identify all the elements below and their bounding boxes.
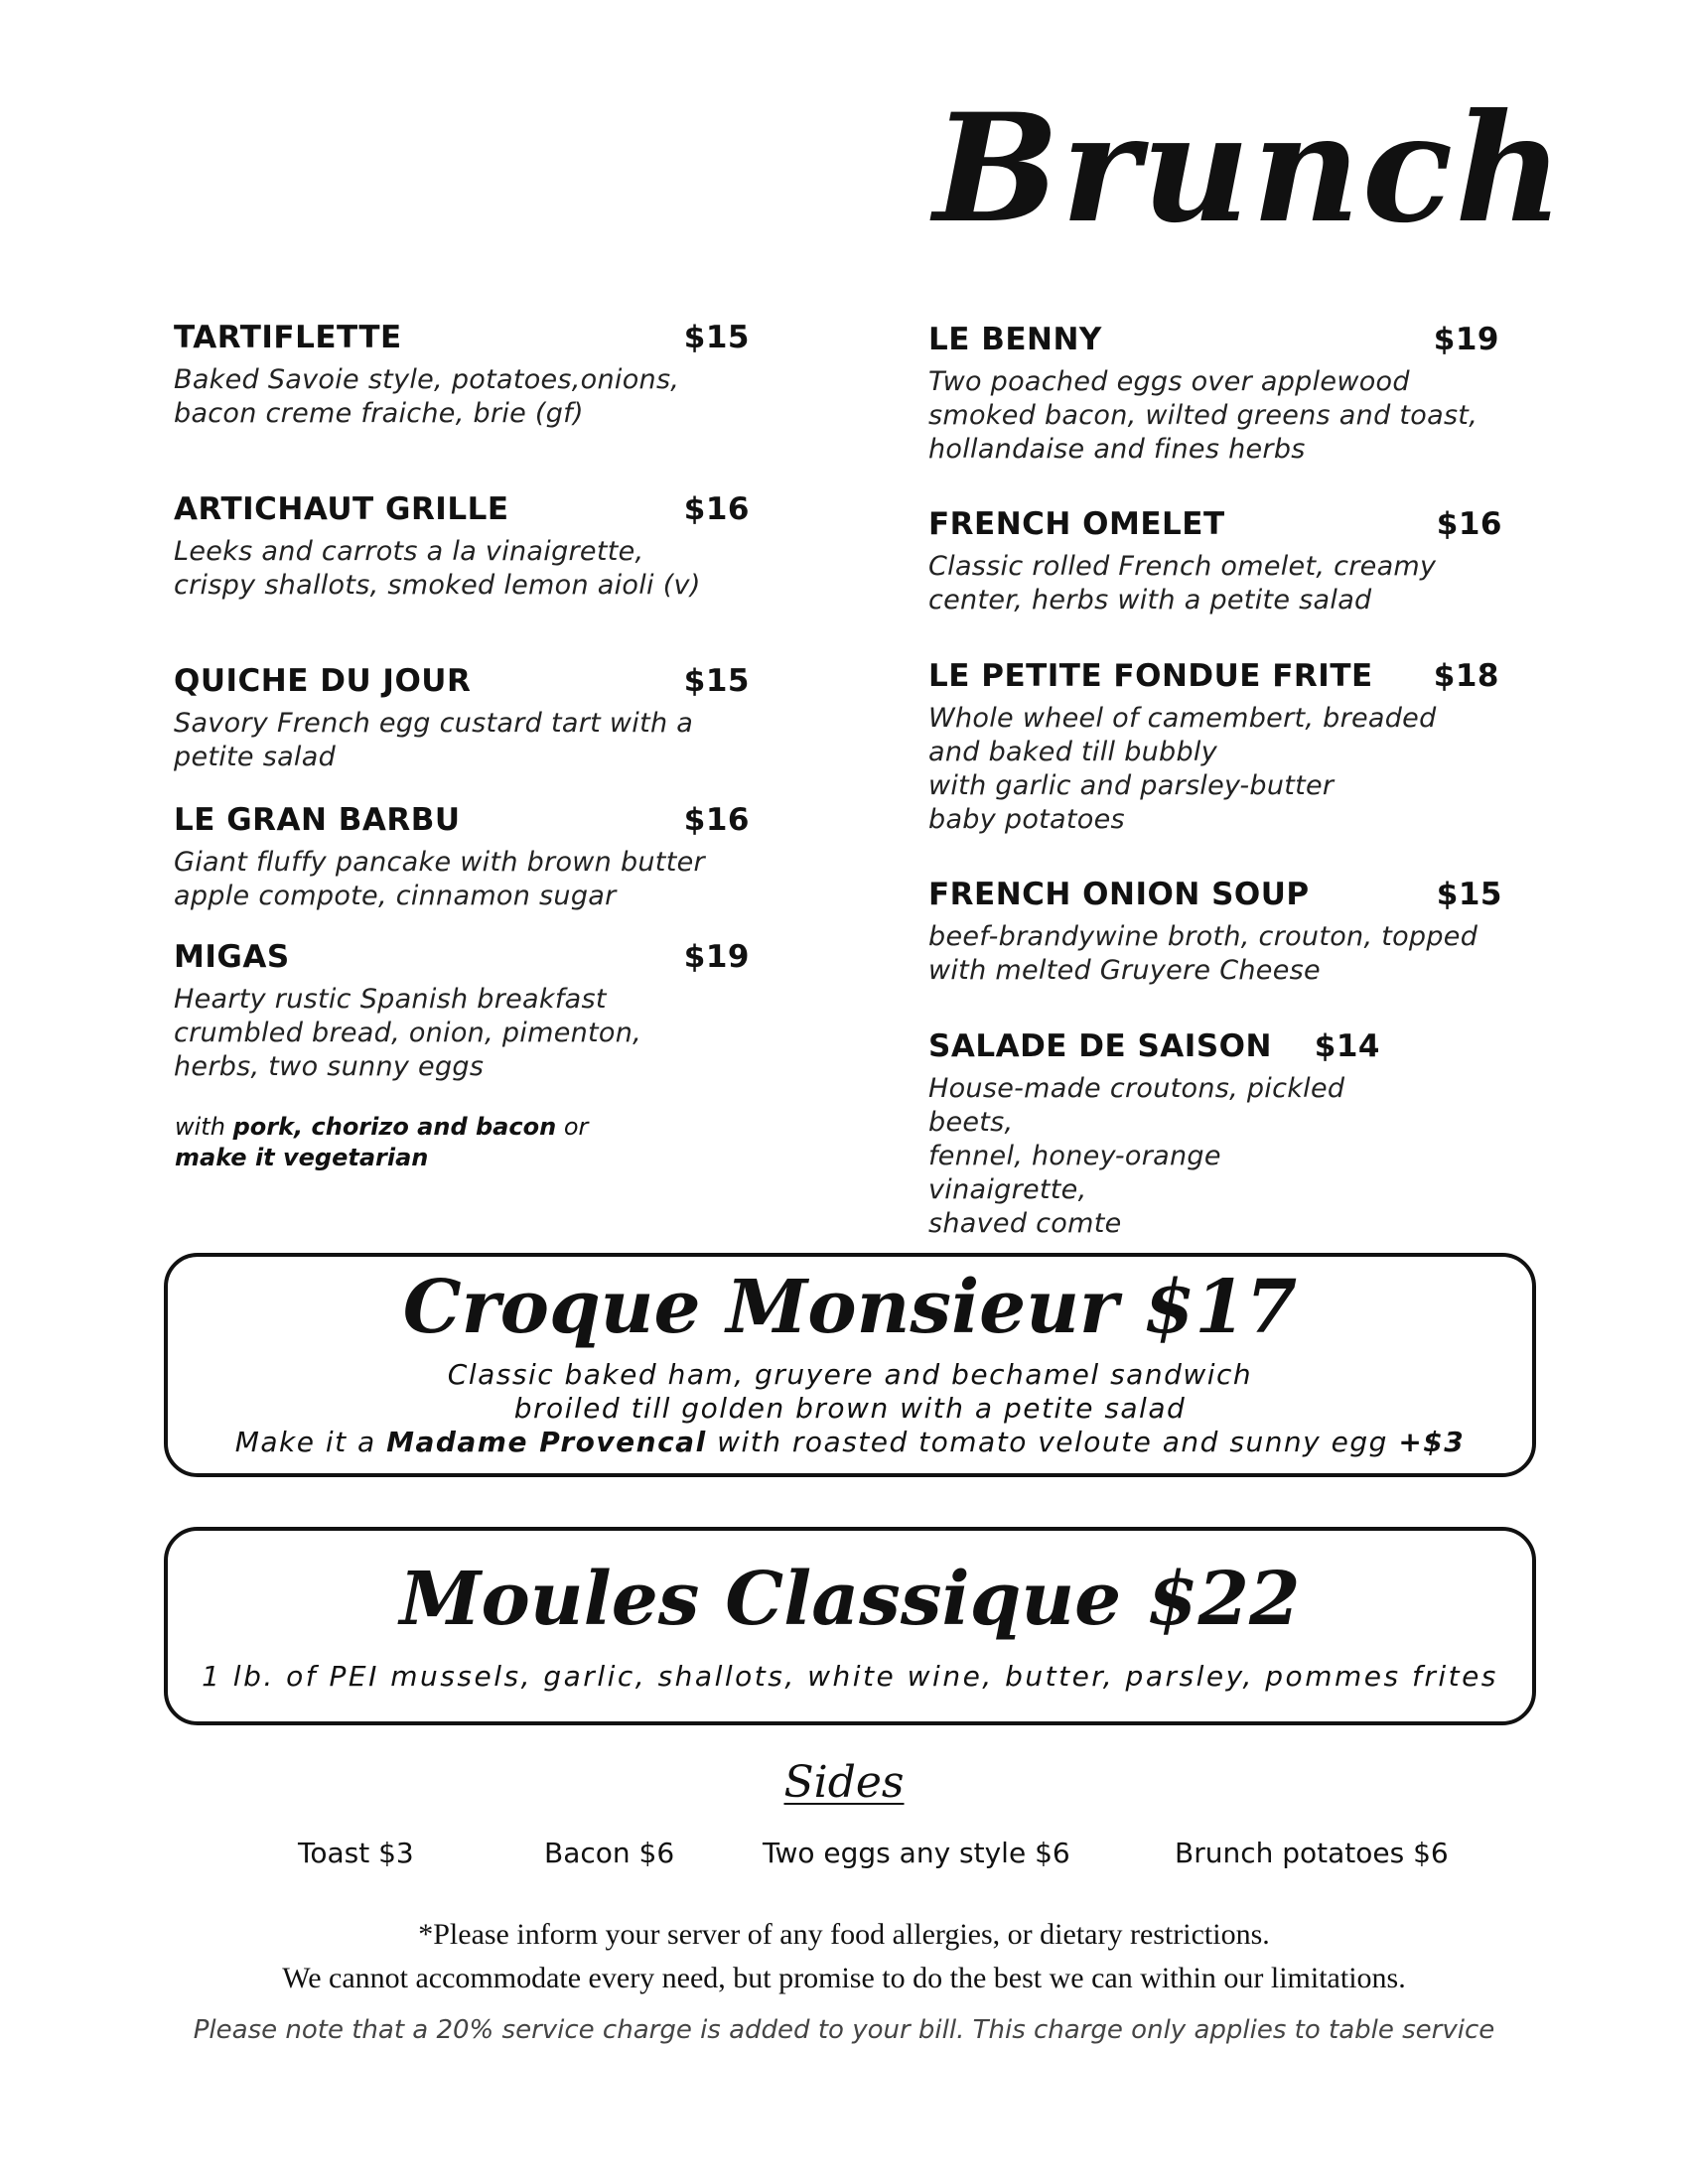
moules-description: 1 lb. of PEI mussels, garlic, shallots, white wine, butter, parsley, pommes frites bbox=[202, 1660, 1498, 1693]
item-price: $16 bbox=[1436, 506, 1502, 542]
note-meat-option: pork, chorizo and bacon bbox=[232, 1113, 557, 1141]
item-description: Giant fluffy pancake with brown butter apple compote, cinnamon sugar bbox=[174, 847, 705, 911]
madame-provencal-label: Madame Provencal bbox=[386, 1426, 707, 1458]
item-price: $19 bbox=[683, 939, 750, 975]
item-name: QUICHE DU JOUR bbox=[174, 663, 472, 699]
note-with: with bbox=[175, 1113, 225, 1141]
item-price: $15 bbox=[1436, 877, 1502, 912]
item-name: LE BENNY bbox=[928, 322, 1102, 357]
item-description: Savory French egg custard tart with a petite salad bbox=[174, 708, 694, 772]
item-price: $18 bbox=[1433, 658, 1499, 694]
note-vegetarian-option: make it vegetarian bbox=[175, 1144, 429, 1171]
item-name: ARTICHAUT GRILLE bbox=[174, 491, 509, 527]
item-price: $16 bbox=[683, 491, 750, 527]
item-description: Two poached eggs over applewood smoked bacon, wilted greens and toast, hollandaise and fines herbs bbox=[928, 366, 1478, 465]
menu-item-le-gran-barbu bbox=[174, 802, 750, 913]
menu-item-le-petite-fondue-frite bbox=[928, 658, 1499, 837]
menu-item-quiche-du-jour bbox=[174, 663, 750, 774]
item-price: $15 bbox=[683, 320, 750, 355]
allergy-notice: *Please inform your server of any food allergies, or dietary restrictions. bbox=[418, 1918, 1270, 1951]
item-description: Whole wheel of camembert, breaded and baked till bubbly with garlic and parsley-butter baby potatoes bbox=[928, 703, 1437, 835]
item-name: LE GRAN BARBU bbox=[174, 802, 461, 838]
item-price: $16 bbox=[683, 802, 750, 838]
item-name: SALADE DE SAISON bbox=[928, 1028, 1272, 1064]
croque-line-3-mid: with roasted tomato veloute and sunny egg bbox=[717, 1426, 1388, 1458]
menu-item-tartiflette bbox=[174, 320, 750, 431]
menu-item-french-onion-soup bbox=[928, 877, 1502, 988]
item-price: $15 bbox=[683, 663, 750, 699]
item-description: beef-brandywine broth, crouton, topped with melted Gruyere Cheese bbox=[928, 921, 1478, 986]
side-item-toast: Toast $3 bbox=[298, 1837, 414, 1869]
croque-line-3 bbox=[168, 1426, 1532, 1459]
item-description: Classic rolled French omelet, creamy center, herbs with a petite salad bbox=[928, 551, 1437, 615]
item-description: Leeks and carrots a la vinaigrette, crispy shallots, smoked lemon aioli (v) bbox=[174, 536, 701, 601]
item-name: LE PETITE FONDUE FRITE bbox=[928, 658, 1373, 694]
item-name: TARTIFLETTE bbox=[174, 320, 402, 355]
menu-item-le-benny bbox=[928, 322, 1499, 467]
item-price: $19 bbox=[1433, 322, 1499, 357]
menu-item-french-omelet bbox=[928, 506, 1502, 617]
croque-line-1: Classic baked ham, gruyere and bechamel sandwich bbox=[447, 1358, 1253, 1391]
side-item-two-eggs: Two eggs any style $6 bbox=[763, 1837, 1070, 1869]
menu-item-salade-de-saison bbox=[928, 1028, 1380, 1241]
menu-item-migas bbox=[174, 939, 750, 1084]
side-item-bacon: Bacon $6 bbox=[544, 1837, 675, 1869]
item-name: FRENCH ONION SOUP bbox=[928, 877, 1310, 912]
upcharge-label: +$3 bbox=[1398, 1426, 1466, 1458]
croque-monsieur-box bbox=[164, 1253, 1536, 1477]
item-name: FRENCH OMELET bbox=[928, 506, 1225, 542]
croque-line-3-pre: Make it a bbox=[234, 1426, 376, 1458]
service-charge-notice: Please note that a 20% service charge is added to your bill. This charge only applies to table service bbox=[193, 2015, 1495, 2045]
menu-item-artichaut-grille bbox=[174, 491, 750, 603]
sides-heading: Sides bbox=[783, 1757, 905, 1808]
item-description: Baked Savoie style, potatoes,onions, bacon creme fraiche, brie (gf) bbox=[174, 364, 680, 429]
item-description: Hearty rustic Spanish breakfast crumbled bread, onion, pimenton, herbs, two sunny eggs bbox=[174, 984, 642, 1082]
migas-option-note bbox=[175, 1112, 691, 1173]
croque-monsieur-title: Croque Monsieur $17 bbox=[402, 1265, 1298, 1350]
side-item-brunch-potatoes: Brunch potatoes $6 bbox=[1175, 1837, 1449, 1869]
moules-classique-box bbox=[164, 1527, 1536, 1725]
item-price: $14 bbox=[1314, 1028, 1380, 1064]
note-or: or bbox=[563, 1113, 589, 1141]
accommodation-notice: We cannot accommodate every need, but promise to do the best we can within our limitations. bbox=[282, 1962, 1406, 1994]
item-name: MIGAS bbox=[174, 939, 290, 975]
croque-line-2: broiled till golden brown with a petite salad bbox=[513, 1392, 1187, 1425]
moules-classique-title: Moules Classique $22 bbox=[399, 1557, 1301, 1642]
item-description: House-made croutons, pickled beets, fennel, honey-orange vinaigrette, shaved comte bbox=[928, 1073, 1345, 1239]
menu-title: Brunch bbox=[933, 81, 1566, 256]
